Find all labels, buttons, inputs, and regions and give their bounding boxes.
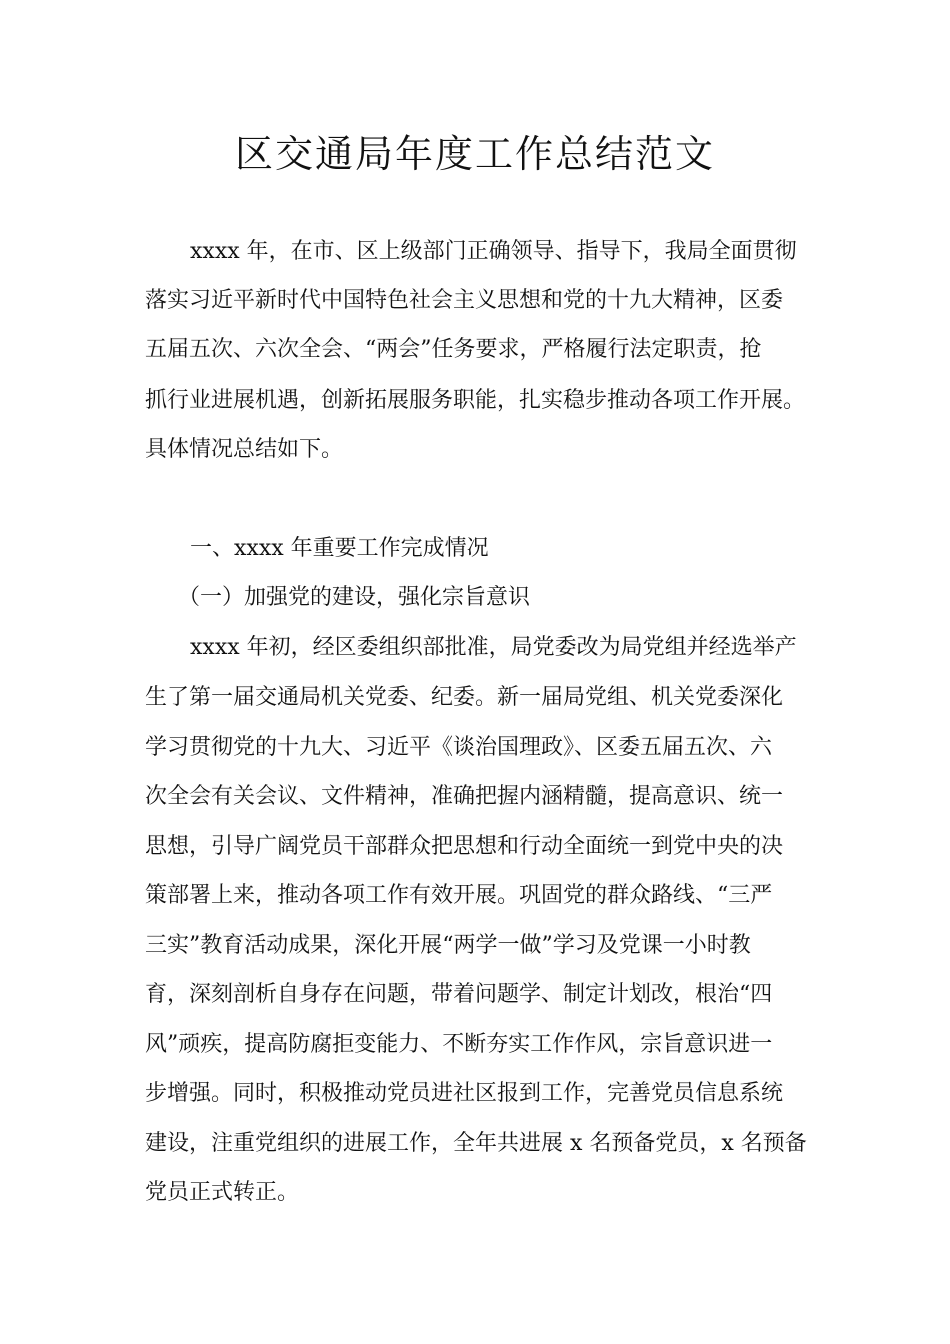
body-line-5: 思想，引导广阔党员干部群众把思想和行动全面统一到党中央的决 [145,834,784,859]
intro-line-1: xxxx 年，在市、区上级部门正确领导、指导下，我局全面贯彻 [190,239,797,264]
body-line-4: 次全会有关会议、文件精神，准确把握内涵精髓，提高意识、统一 [145,784,784,809]
body-line-10: 步增强。同时，积极推动党员进社区报到工作，完善党员信息系统 [145,1081,784,1106]
body-line-3: 学习贯彻党的十九大、习近平《谈治国理政》、区委五届五次、六 [145,735,773,760]
body-line-11: 建设，注重党组织的进展工作，全年共进展 x 名预备党员，x 名预备 [145,1131,807,1156]
intro-line-3: 五届五次、六次全会、“两会”任务要求，严格履行法定职责，抢 [145,337,762,362]
body-line-6: 策部署上来，推动各项工作有效开展。巩固党的群众路线、“三严 [145,883,773,908]
body-line-9: 风”顽疾，提高防腐拒变能力、不断夯实工作作风，宗旨意识进一 [145,1032,773,1057]
section-heading: 一、xxxx 年重要工作完成情况 [190,536,489,561]
subsection-heading: （一）加强党的建设，强化宗旨意识 [178,585,531,610]
body-line-7: 三实”教育活动成果，深化开展“两学一做”学习及党课一小时教 [145,933,751,958]
intro-line-5: 具体情况总结如下。 [145,437,344,462]
intro-line-2: 落实习近平新时代中国特色社会主义思想和党的十九大精神，区委 [145,288,784,313]
document-title: 区交通局年度工作总结范文 [234,132,715,176]
body-line-8: 育，深刻剖析自身存在问题，带着问题学、制定计划改，根治“四 [145,982,773,1007]
body-line-2: 生了第一届交通局机关党委、纪委。新一届局党组、机关党委深化 [145,685,784,710]
body-line-1: xxxx 年初，经区委组织部批准，局党委改为局党组并经选举产 [190,635,797,660]
body-line-12: 党员正式转正。 [145,1180,300,1205]
intro-line-4: 抓行业进展机遇，创新拓展服务职能，扎实稳步推动各项工作开展。 [145,388,806,413]
